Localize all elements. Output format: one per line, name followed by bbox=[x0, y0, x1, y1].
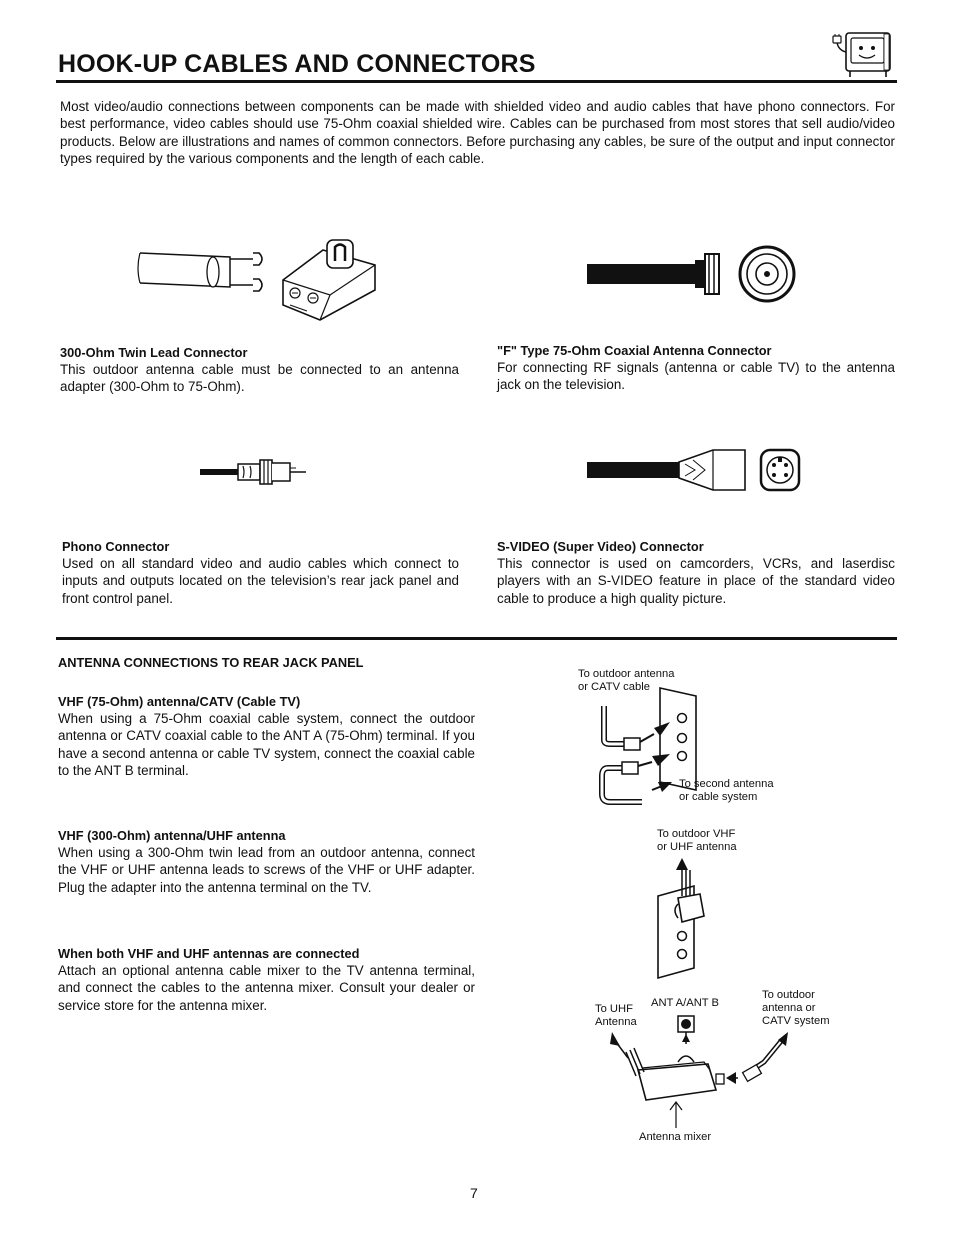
vhf75-description bbox=[58, 693, 475, 779]
tv-mascot-icon bbox=[832, 30, 894, 80]
page-title: HOOK-UP CABLES AND CONNECTORS bbox=[58, 50, 536, 78]
twin-lead-description bbox=[60, 344, 459, 396]
label-outdoor-antenna-catv: To outdoor antenna or CATV system bbox=[762, 989, 830, 1027]
page-number: 7 bbox=[470, 1185, 478, 1201]
vhf300-text: When using a 300-Ohm twin lead from an outdoor antenna, connect the VHF or UHF antenna leads to screws of the VHF or UHF adapter. Plug the adapter into the antenna terminal on the TV. bbox=[58, 845, 475, 895]
label-antenna-mixer: Antenna mixer bbox=[639, 1131, 712, 1143]
s-video-text: This connector is used on camcorders, VCRs, and laserdisc players with an S-VIDEO feature in place of the standard video cable to produce a high quality picture. bbox=[497, 556, 895, 606]
vhf300-description bbox=[58, 827, 475, 896]
label-to-uhf: To UHF Antenna bbox=[595, 1003, 637, 1028]
f-type-text: For connecting RF signals (antenna or cable TV) to the antenna jack on the television. bbox=[497, 360, 895, 393]
vhf75-title: VHF (75-Ohm) antenna/CATV (Cable TV) bbox=[58, 694, 301, 709]
s-video-connector-illustration bbox=[585, 444, 803, 496]
vhf75-text: When using a 75-Ohm coaxial cable system, connect the outdoor antenna or CATV coaxial cable to the ANT A (75-Ohm) terminal. If you have a second antenna or cable TV system, connect the coaxial cable to the ANT B terminal. bbox=[58, 711, 475, 778]
both-antennas-description bbox=[58, 945, 475, 1014]
twin-lead-title: 300-Ohm Twin Lead Connector bbox=[60, 345, 248, 360]
phono-connector-illustration bbox=[198, 454, 313, 490]
label-ant-ab: ANT A/ANT B bbox=[651, 997, 719, 1009]
phono-description bbox=[62, 538, 459, 607]
s-video-description bbox=[497, 538, 895, 607]
f-type-title: "F" Type 75-Ohm Coaxial Antenna Connector bbox=[497, 343, 772, 358]
label-outdoor-catv: To outdoor antenna or CATV cable bbox=[578, 668, 675, 693]
label-outdoor-vhf-uhf: To outdoor VHF or UHF antenna bbox=[657, 828, 737, 853]
antenna-mixer-diagram bbox=[598, 1012, 798, 1130]
both-antennas-text: Attach an optional antenna cable mixer to the TV antenna terminal, and connect the cables to the antenna mixer. Consult your dealer or service store for the antenna mixer. bbox=[58, 963, 475, 1013]
twin-lead-text: This outdoor antenna cable must be connected to an antenna adapter (300-Ohm to 75-Ohm). bbox=[60, 362, 459, 395]
intro-paragraph: Most video/audio connections between components can be made with shielded video and audio cables that have phono connectors. For best performance, video cables should use 75-Ohm coaxial shielded wire. Cables can be purchased from most stores that sell audio/video products. Below are illustrations and names of common connectors. Before purchasing any cables, be sure of the output and input connector types required by the various components and the length of each cable. bbox=[60, 99, 895, 167]
phono-text: Used on all standard video and audio cables which connect to inputs and outputs located on the television’s rear jack panel and front control panel. bbox=[62, 556, 459, 606]
s-video-title: S-VIDEO (Super Video) Connector bbox=[497, 539, 704, 554]
vhf300-title: VHF (300-Ohm) antenna/UHF antenna bbox=[58, 828, 286, 843]
antenna-section-heading: ANTENNA CONNECTIONS TO REAR JACK PANEL bbox=[58, 655, 364, 670]
section-rule bbox=[56, 637, 897, 640]
f-type-description bbox=[497, 342, 895, 394]
phono-title: Phono Connector bbox=[62, 539, 170, 554]
label-second-antenna: To second antenna or cable system bbox=[679, 778, 774, 803]
both-antennas-title: When both VHF and UHF antennas are connected bbox=[58, 946, 360, 961]
vhf-uhf-adapter-diagram bbox=[650, 856, 710, 980]
twin-lead-connector-illustration bbox=[135, 235, 385, 325]
f-type-connector-illustration bbox=[585, 242, 800, 306]
header-rule bbox=[56, 80, 897, 83]
